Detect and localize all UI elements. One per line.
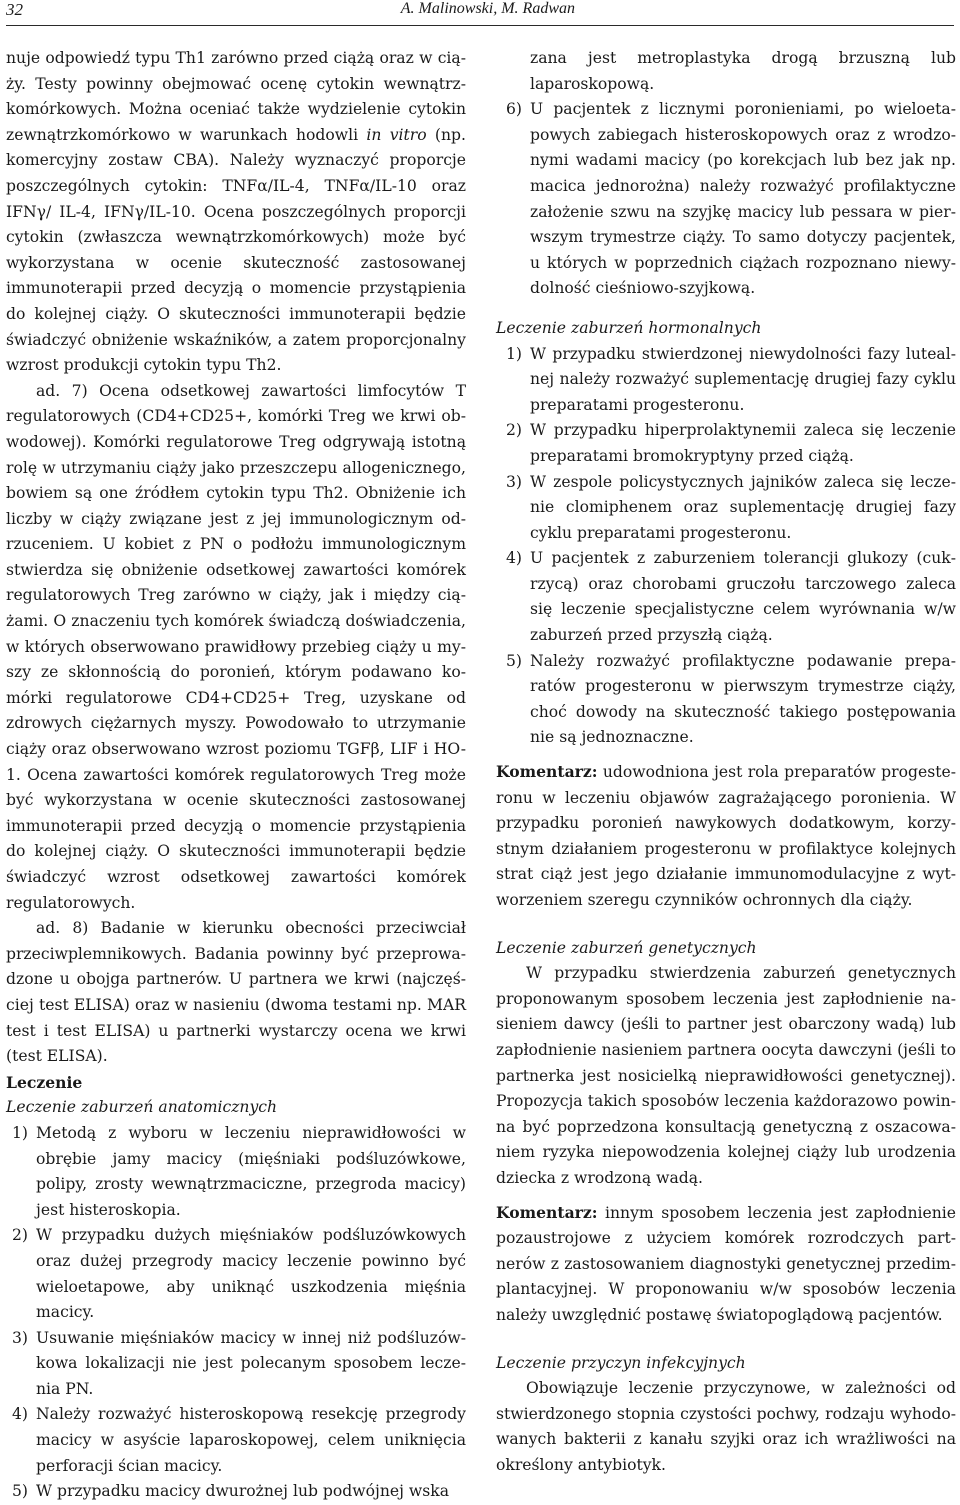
list-item: 1) Metodą z wyboru w leczeniu nieprawidłowości w obrębie jamy macicy (mięśniaki podśluzówkowe, polipy, zrosty wewnątrzmaciczne, przegroda macicy) jest histeroskopia. bbox=[12, 1123, 466, 1219]
paragraph-treg: ad. 7) Ocena odsetkowej zawartości limfocytów T regulatorowych (CD4+CD25+, komórki Treg we krwi obwodowej). Komórki regulatorowe Treg odgrywają istotną rolę w utrzymaniu ciąży jako przeszczepu allogenicznego, bowiem są one źródłem cytokin typu Th2. Obniżenie ich liczby w ciąży związane jest z jej immunologicznym odrzuceniem. U kobiet z PN o podłożu immunologicznym stwierdza się obniżenie odsetkowej zawartości komórek regulatorowych Treg zarówno w ciąży, jak i między ciążami. O znaczeniu tych komórek świadczą doświadczenia, w których obserwowano prawidłowy przebieg ciąży u myszy ze skłonnością do poronień, którym podawano komórki regulatorowe CD4+CD25+ Treg, uzyskane od zdrowych ciężarnych myszy. Powodowało to utrzymanie ciąży oraz obserwowano wzrost poziomu TGFβ, LIF i HO-1. Ocena zawartości komórek regulatorowych Treg może być wykorzystana w ocenie skuteczności zastosowanej immunoterapii przed decyzją o momencie przystąpienia do kolejnej ciąży. O skuteczności immunoterapii będzie świadczyć wzrost odsetkowej zawartości komórek regulatorowych. bbox=[6, 381, 466, 912]
paragraph-infectious: Obowiązuje leczenie przyczynowe, w zależności od stwierdzonego stopnia czystości pochwy, rodzaju wyhodowanych bakterii z kanału szyjki oraz ich wrażliwości na określony antybiotyk. bbox=[496, 1379, 956, 1474]
list-item: 4) Należy rozważyć histeroskopową resekcję przegrody macicy w asyście laparoskopowej, celem uniknięcia perforacji ścian macicy. bbox=[12, 1405, 466, 1475]
subheading-anatomical: Leczenie zaburzeń anatomicznych bbox=[6, 1098, 278, 1117]
subheading-infectious: Leczenie przyczyn infekcyjnych bbox=[496, 1353, 746, 1372]
paragraph-genetic: W przypadku stwierdzenia zaburzeń genetycznych proponowanym sposobem leczenia jest zapłodnienie nasieniem dawcy (jeśli to partner jest obarczony wadą) lub zapłodnienie nasieniem partnera oocyta dawczyni (jeśli to partnerka jest nosicielką nieprawidłowości genetycznej). Propozycja takich sposobów leczenia każdorazowo powinna być poprzedzona konsultacją genetyczną z oszacowaniem ryzyka niepowodzenia kolejnej ciąży lub urodzenia dziecka z wrodzoną wadą. bbox=[496, 964, 956, 1187]
paragraph-antisperm: ad. 8) Badanie w kierunku obecności przeciwciał przeciwplemnikowych. Badania powinny być przeprowadzone u obojga partnerów. U partnera we krwi (najczęściej test ELISA) oraz w nasieniu (dwoma testami np. MAR test i test ELISA) u partnerki wystarczy ocena we krwi (test ELISA). bbox=[6, 919, 466, 1066]
comment-ivf: Komentarz: innym sposobem leczenia jest zapłodnienie pozaustrojowe z użyciem komórek rozrodczych partnerów z zastosowaniem diagnostyki genetycznej przedimplantacyjnej. W proponowaniu w/w sposobów leczenia należy uwzględnić postawę światopoglądową pacjentów. bbox=[496, 1202, 956, 1324]
list-item: 5) W przypadku macicy dwurożnej lub podwójnej wska bbox=[12, 1482, 450, 1501]
subheading-genetic: Leczenie zaburzeń genetycznych bbox=[496, 938, 757, 957]
list-item: 3) W zespole policystycznych jajników zaleca się leczenie clomiphenem oraz suplementację drugiej fazy cyklu preparatami progesteronu. bbox=[506, 472, 956, 542]
list-item: 6) U pacjentek z licznymi poronieniami, po wieloetapowych zabiegach histeroskopowych oraz z wrodzonymi wadami macicy (po korekcjach lub bez jak np. macica jednorożna) należy rozważyć profilaktyczne założenie szwu na szyjkę macicy lub pessara w pierwszym trymestrze ciąży. To samo dotyczy pacjentek, u których w poprzednich ciążach rozpoznano niewydolność cieśniowo-szyjkową. bbox=[506, 100, 956, 298]
list-item: 4) U pacjentek z zaburzeniem tolerancji glukozy (cukrzycą) oraz chorobami gruczołu tarczowego zaleca się leczenie specjalistyczne celem wyrównania w/w zaburzeń przed przyszłą ciążą. bbox=[506, 549, 956, 645]
list-item: 2) W przypadku hiperprolaktynemii zaleca się leczenie preparatami bromokryptyny przed ciążą. bbox=[506, 421, 956, 465]
running-authors: A. Malinowski, M. Radwan bbox=[400, 0, 575, 17]
list-item: 5) Należy rozważyć profilaktyczne podawanie preparatów progesteronu w pierwszym trymestrze ciąży, choć dowody na skuteczność takiego postępowania nie są jednoznaczne. bbox=[506, 651, 956, 747]
page-number: 32 bbox=[6, 0, 23, 19]
paragraph-cytokines: nuje odpowiedź typu Th1 zarówno przed ciążą oraz w ciąży. Testy powinny obejmować ocenę cytokin wewnątrzkomórkowych. Można oceniać także wydzielenie cytokin zewnątrzkomórkowo w warunkach hodowli in vitro (np. komercyjny zostaw CBA). Należy wyznaczyć proporcje poszczególnych cytokin: TNFα/IL-4, TNFα/IL-10 oraz IFNγ/ IL-4, IFNγ/IL-10. Ocena poszczególnych proporcji cytokin (zwłaszcza wewnątrzkomórkowych) może być wykorzystana w ocenie skuteczność zastosowanej immunoterapii przed decyzją o momencie przystąpienia do kolejnej ciąży. O skuteczności immunoterapii będzie świadczyć obniżenie wskaźników, a zatem proporcjonalny wzrost produkcji cytokin typu Th2. bbox=[6, 49, 466, 375]
anatomical-list-continued bbox=[496, 46, 956, 302]
running-header bbox=[0, 0, 960, 30]
list-item: 1) W przypadku stwierdzonej niewydolności fazy lutealnej należy rozważyć suplementację drugiej fazy cyklu preparatami progesteronu. bbox=[506, 344, 956, 414]
list-item: 3) Usuwanie mięśniaków macicy w innej niż podśluzówkowa lokalizacji nie jest polecanym sposobem leczenia PN. bbox=[12, 1328, 466, 1398]
comment-progesterone: Komentarz: udowodniona jest rola preparatów progesteronu w leczeniu objawów zagrażającego poronienia. W przypadku poronień nawykowych dodatkowym, korzystnym działaniem progesteronu w profilaktyce kolejnych strat ciąż jest jego działanie immunomodulacyjne z wytworzeniem szeregu czynników ochronnych dla ciąży. bbox=[496, 762, 956, 909]
list-item: 2) W przypadku dużych mięśniaków podśluzówkowych oraz dużej przegrody macicy leczenie powinno być wieloetapowe, aby uniknąć uszkodzenia mięśnia macicy. bbox=[12, 1226, 466, 1322]
left-column bbox=[6, 46, 466, 1505]
hormonal-list bbox=[496, 342, 956, 752]
section-title-treatment: Leczenie bbox=[6, 1072, 83, 1092]
anatomical-list bbox=[6, 1121, 466, 1505]
list-item: zana jest metroplastyka drogą brzuszną lub laparoskopową. bbox=[530, 49, 956, 93]
right-column bbox=[496, 46, 956, 1478]
subheading-hormonal: Leczenie zaburzeń hormonalnych bbox=[496, 318, 762, 337]
header-rule bbox=[6, 25, 954, 26]
